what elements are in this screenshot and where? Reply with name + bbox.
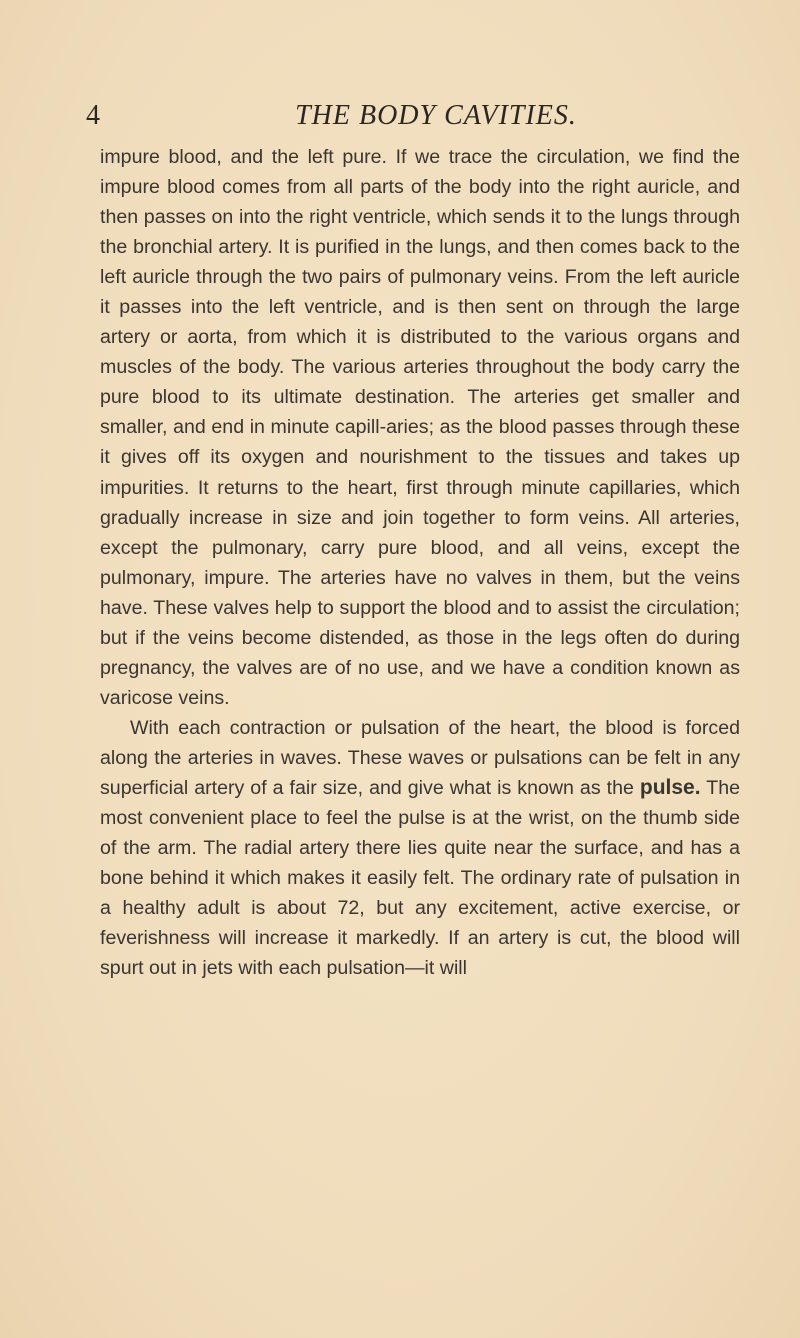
paragraph: impure blood, and the left pure. If we trace the circulation, we find the impure blood comes from all parts of the body into the right auricle, and then passes on into the right ventricle, which sends it to the lungs through the bronchial artery. It is purified in the lungs, and then comes back to the left auricle through the two pairs of pulmonary veins. From the left auricle it passes into the left ventricle, and is then sent on through the large artery or aorta, from which it is distributed to the various organs and muscles of the body. The various arteries throughout the body carry the pure blood to its ultimate destination. The arteries get smaller and smaller, and end in minute capill-aries; as the blood passes through these it gives off its oxygen and nourishment to the tissues and takes up impurities. It returns to the heart, first through minute capillaries, which gradually increase in size and join together to form veins. All arteries, except the pulmonary, carry pure blood, and all veins, except the pulmonary, impure. The arteries have no valves in them, but the veins have. These valves help to support the blood and to assist the circulation; but if the veins become distended, as those in the legs often do during pregnancy, the valves are of no use, and we have a condition known as varicose veins.	[100, 146, 740, 709]
paragraph-text: With each contraction or pulsation of the heart, the blood is forced along the arteries in waves. These waves or pulsations can be felt in any superficial artery of a fair size, and give what is known as the	[100, 716, 740, 799]
paragraph	[100, 713, 740, 983]
page-number: 4	[86, 100, 100, 131]
body-text	[100, 142, 740, 983]
running-title: THE BODY CAVITIES.	[295, 100, 577, 131]
paragraph-text: The most convenient place to feel the pulse is at the wrist, on the thumb side of the arm. The radial artery there lies quite near the surface, and has a bone behind it which makes it easily felt. The ordinary rate of pulsation in a healthy adult is about 72, but any excitement, active exercise, or feverishness will increase it markedly. If an artery is cut, the blood will spurt out in jets with each pulsation—it will	[100, 776, 740, 980]
page-header	[86, 100, 746, 140]
emphasized-term: pulse.	[639, 775, 701, 799]
